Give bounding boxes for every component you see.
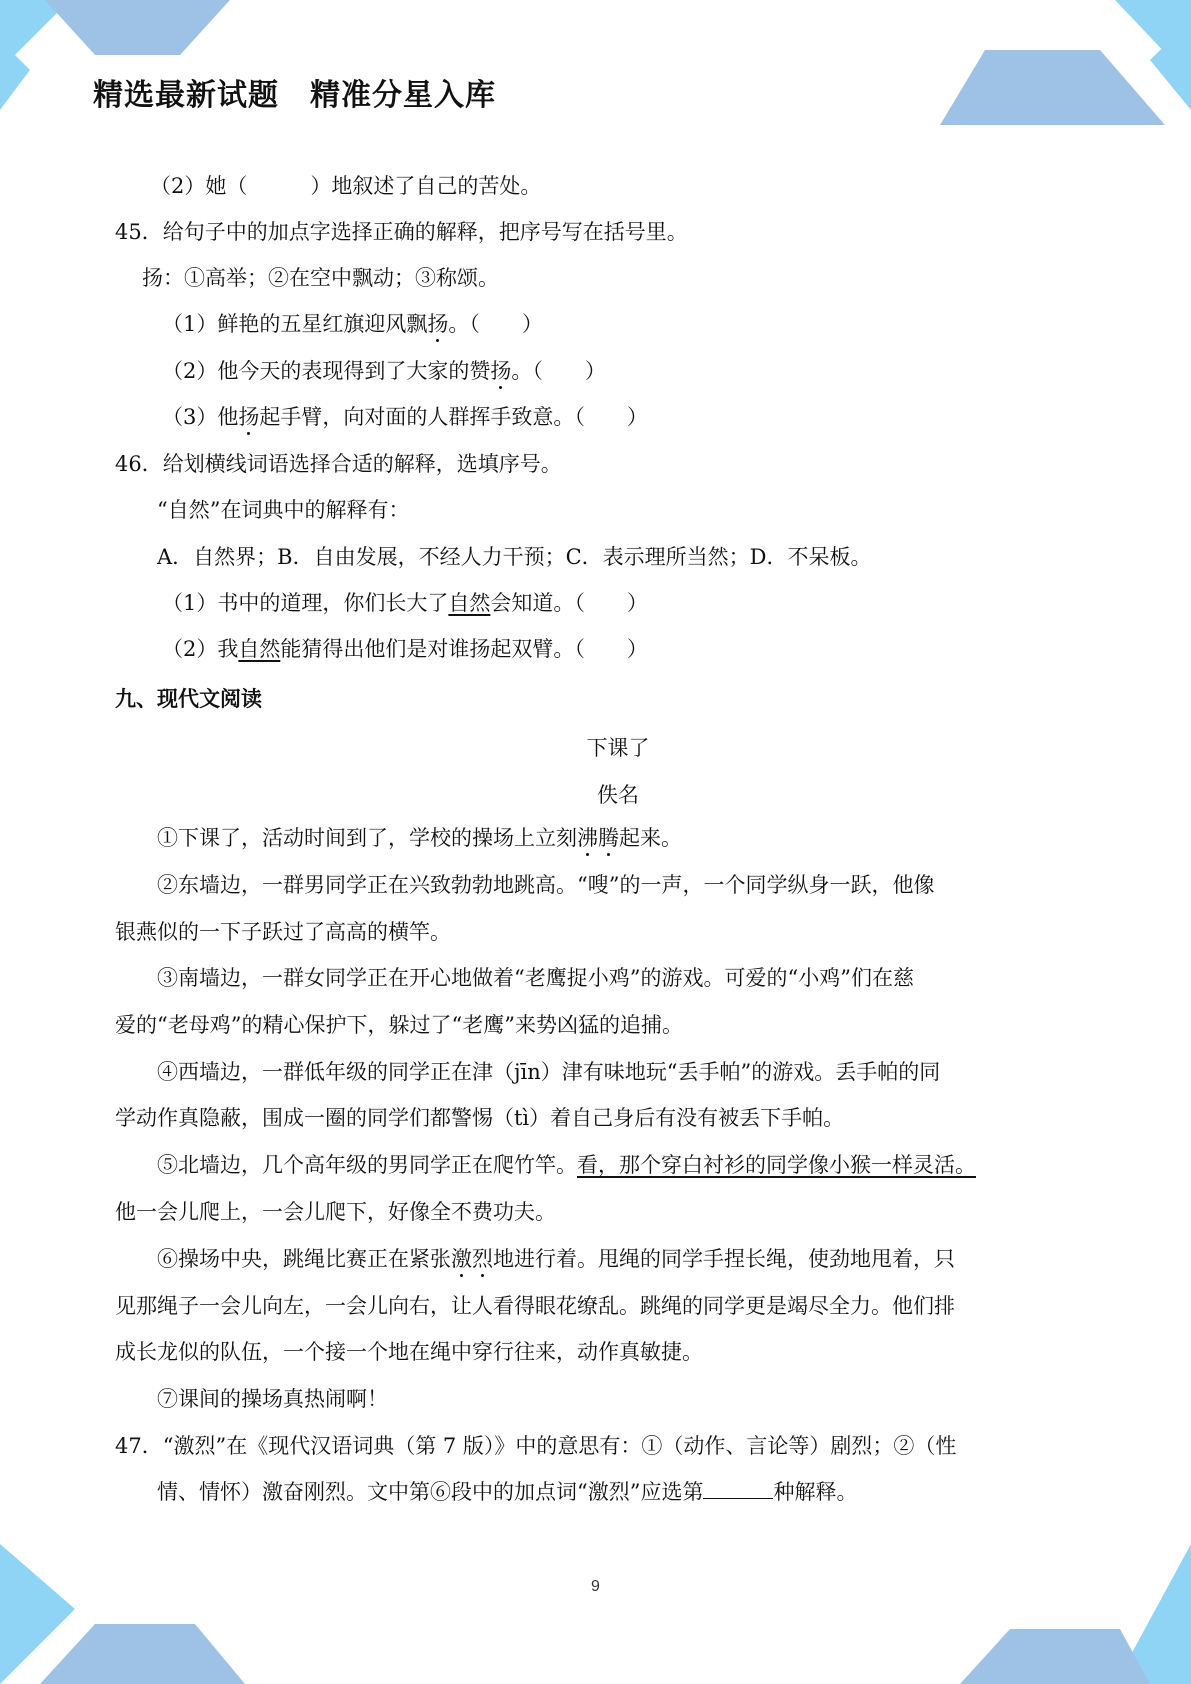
- page-number: 9: [591, 1578, 600, 1595]
- footer-decoration: [0, 1544, 1191, 1684]
- q46-options: A．自然界；B．自由发展，不经人力干预；C．表示理所当然；D．不呆板。: [157, 545, 872, 569]
- q45-definitions: 扬：①高举；②在空中飘动；③称颂。: [142, 266, 499, 290]
- paragraph-4-line-2: 学动作真隐蔽，围成一圈的同学们都警惕（tì）着自己身后有没有被丢下手帕。: [115, 1106, 845, 1130]
- q46-item-2: （2）我自然能猜得出他们是对谁扬起双臂。（ ）: [162, 637, 648, 661]
- paragraph-2-line-1: ②东墙边，一群男同学正在兴致勃勃地跳高。“嗖”的一声，一个同学纵身一跃，他像: [157, 873, 935, 897]
- q46-stem: 46．给划横线词语选择合适的解释，选填序号。: [115, 452, 562, 476]
- paragraph-1: ①下课了，活动时间到了，学校的操场上立刻沸腾起来。: [157, 826, 682, 850]
- paragraph-3-line-1: ③南墙边，一群女同学正在开心地做着“老鹰捉小鸡”的游戏。可爱的“小鸡”们在慈: [157, 966, 914, 990]
- paragraph-6-line-3: 成长龙似的队伍，一个接一个地在绳中穿行往来，动作真敏捷。: [115, 1340, 703, 1364]
- answer-blank[interactable]: [703, 1478, 773, 1499]
- paragraph-6-line-1: ⑥操场中央，跳绳比赛正在紧张激烈地进行着。甩绳的同学手捏长绳，使劲地甩着，只: [157, 1247, 955, 1271]
- q45-item-1: （1）鲜艳的五星红旗迎风飘扬。（ ）: [162, 312, 543, 336]
- q45-item-2: （2）他今天的表现得到了大家的赞扬。（ ）: [162, 359, 606, 383]
- section-title: 九、现代文阅读: [115, 687, 262, 711]
- article-author: 佚名: [597, 783, 639, 807]
- q45-stem: 45．给句子中的加点字选择正确的解释，把序号写在括号里。: [115, 220, 688, 244]
- q45-item-3: （3）他扬起手臂，向对面的人群挥手致意。（ ）: [162, 405, 648, 429]
- paragraph-3-line-2: 爱的“老母鸡”的精心保护下，躲过了“老鹰”来势凶猛的追捕。: [115, 1013, 683, 1037]
- paragraph-5-line-2: 他一会儿爬上，一会儿爬下，好像全不费功夫。: [115, 1200, 556, 1224]
- q47-line-2: 情、情怀）激奋刚烈。文中第⑥段中的加点词“激烈”应选第 种解释。: [157, 1480, 858, 1504]
- underlined-sentence: 看，那个穿白衬衫的同学像小猴一样灵活。: [577, 1153, 976, 1177]
- q46-item-1: （1）书中的道理，你们长大了自然会知道。（ ）: [162, 591, 648, 615]
- paragraph-4-line-1: ④西墙边，一群低年级的同学正在津（jīn）津有味地玩“丢手帕”的游戏。丢手帕的同: [157, 1060, 941, 1084]
- q47-line-1: 47．“激烈”在《现代汉语词典（第 7 版）》中的意思有：①（动作、言论等）剧烈；②（性: [115, 1434, 957, 1458]
- header-title: 精选最新试题 精准分星入库: [93, 78, 496, 113]
- paragraph-2-line-2: 银燕似的一下子跃过了高高的横竿。: [115, 920, 451, 944]
- paragraph-6-line-2: 见那绳子一会儿向左，一会儿向右，让人看得眼花缭乱。跳绳的同学更是竭尽全力。他们排: [115, 1294, 955, 1318]
- article-title: 下课了: [586, 736, 650, 760]
- q44-item-2: （2）她（ ）地叙述了自己的苦处。: [150, 174, 542, 198]
- q46-intro: “自然”在词典中的解释有：: [157, 498, 410, 522]
- paragraph-5-line-1: ⑤北墙边，几个高年级的男同学正在爬竹竿。看，那个穿白衬衫的同学像小猴一样灵活。: [157, 1153, 976, 1177]
- paragraph-7: ⑦课间的操场真热闹啊！: [157, 1387, 388, 1411]
